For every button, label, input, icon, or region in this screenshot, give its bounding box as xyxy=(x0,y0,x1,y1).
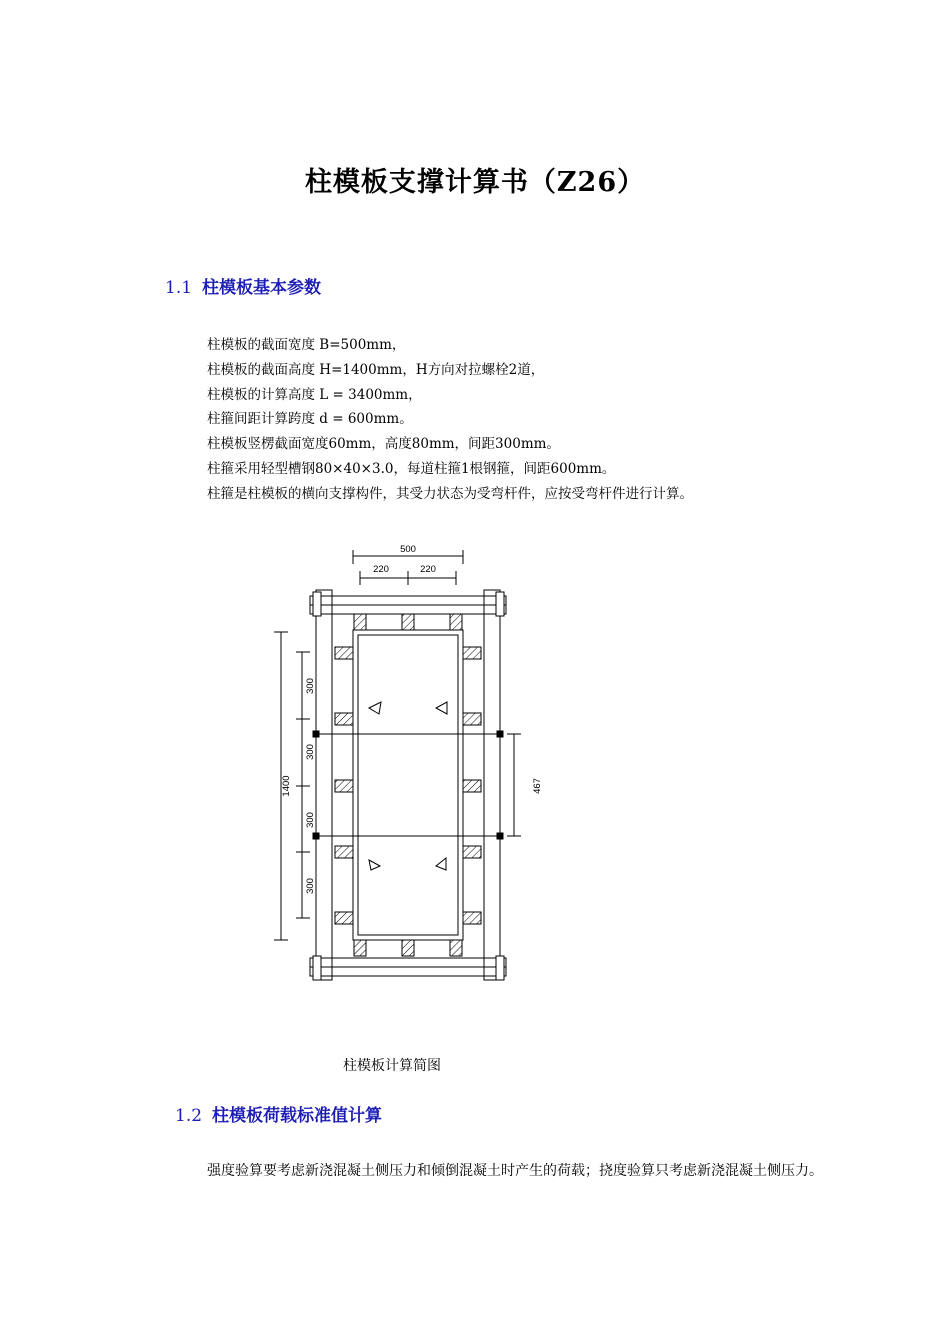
param-line: 柱箍采用轻型槽钢80×40×3.0，每道柱箍1根钢箍，间距600mm。 xyxy=(207,460,616,477)
param-line: 柱箍是柱模板的横向支撑构件，其受力状态为受弯杆件，应按受弯杆件进行计算。 xyxy=(207,485,693,502)
section-heading-1-2 xyxy=(175,1101,382,1126)
section-title: 柱模板基本参数 xyxy=(202,278,322,298)
document-title: 柱模板支撑计算书（Z26） xyxy=(304,167,646,198)
parameter-list xyxy=(207,333,693,507)
section-heading-1-1 xyxy=(165,273,321,298)
dim-top-total: 500 xyxy=(400,544,416,555)
formwork-diagram xyxy=(260,538,560,992)
param-line: 柱箍间距计算跨度 d = 600mm。 xyxy=(207,411,413,428)
param-line: 柱模板的截面高度 H=1400mm，H方向对拉螺栓2道， xyxy=(207,361,545,378)
param-line: 柱模板的截面宽度 B=500mm， xyxy=(207,337,406,353)
section-title: 柱模板荷载标准值计算 xyxy=(212,1106,383,1126)
dim-top-left: 220 xyxy=(373,564,389,575)
dim-left-total: 1400 xyxy=(281,775,292,797)
dim-left-segment: 300 xyxy=(305,812,316,828)
dim-left-segment: 300 xyxy=(305,678,316,694)
dim-left-segment: 300 xyxy=(305,744,316,760)
dim-left-segment: 300 xyxy=(305,878,316,894)
body-paragraph: 强度验算要考虑新浇混凝土侧压力和倾倒混凝土时产生的荷载；挠度验算只考虑新浇混凝土侧压力。 xyxy=(207,1163,823,1179)
param-line: 柱模板的计算高度 L = 3400mm， xyxy=(207,386,422,403)
dim-top-right: 220 xyxy=(420,564,436,575)
param-line: 柱模板竖楞截面宽度60mm，高度80mm，间距300mm。 xyxy=(207,436,560,453)
section-number: 1.2 xyxy=(175,1106,203,1126)
section-number: 1.1 xyxy=(165,278,193,298)
figure-caption: 柱模板计算简图 xyxy=(343,1058,441,1074)
dim-right: 467 xyxy=(532,778,543,794)
